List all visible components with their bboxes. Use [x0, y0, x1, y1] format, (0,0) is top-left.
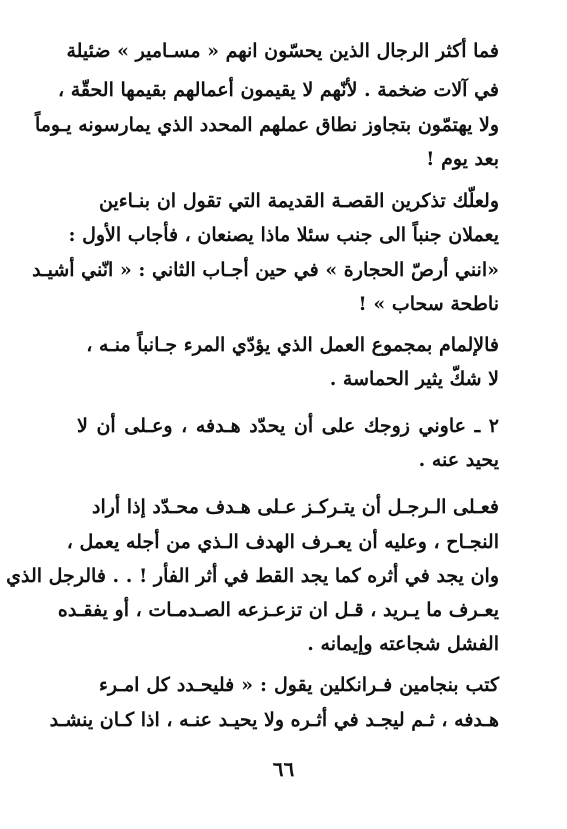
section-heading-line-1: ٢ ـ عاوني زوجك على أن يحدّد هـدفه ، وعـلى أن لا: [77, 415, 499, 437]
paragraph-5-line-4: يعـرف ما يـريد ، قـل ان تزعـزعه الصـدمـات ، أو يفقـده: [57, 599, 499, 621]
paragraph-1-line-3: ولا يهتمّون بتجاوز نطاق عملهم المحدد الذي يمارسونه يـوماً: [34, 114, 499, 136]
paragraph-2-line-3: «انني أرصّ الحجارة » في حين أجـاب الثاني : « انّني أشيـد: [32, 259, 499, 281]
paragraph-5-line-3: وان يجد في أثره كما يجد القط في أثر الفأر ! . . فالرجل الذي: [6, 565, 499, 587]
page-number: ٦٦: [272, 757, 295, 781]
paragraph-3-line-2: لا شكّ يثير الحماسة .: [329, 368, 499, 390]
paragraph-1-line-2: في آلات ضخمة . لأنّهم لا يقيمون أعمالهم بقيمها الحقّة ،: [57, 79, 499, 101]
paragraph-5-line-5: الفشل شجاعته وإيمانه .: [307, 633, 499, 655]
paragraph-1-line-4: بعد يوم !: [426, 148, 499, 170]
section-heading-line-2: يحيد عنه .: [418, 449, 499, 471]
paragraph-1-line-1: فما أكثر الرجال الذين يحسّون انهم « مسـامير » ضئيلة: [66, 40, 499, 62]
paragraph-5-line-2: النجـاح ، وعليه أن يعـرف الهدف الـذي من أجله يعمل ،: [66, 531, 499, 553]
paragraph-6-line-2: هـدفه ، ثـم ليجـد في أثـره ولا يحيـد عنـه ، اذا كـان ينشـد: [49, 709, 499, 731]
paragraph-2-line-1: ولعلّك تذكرين القصـة القديمة التي تقول ان بنـاءين: [99, 190, 499, 212]
paragraph-6-line-1: كتب بنجامين فـرانكلين يقول : « فليحـدد كل امـرء: [99, 674, 499, 696]
paragraph-3-line-1: فالإلمام بمجموع العمل الذي يؤدّي المرء جـانباً منـه ،: [86, 334, 499, 356]
paragraph-5-line-1: فعـلى الـرجـل أن يتـركـز عـلى هـدف محـدّد إذا أراد: [91, 496, 499, 518]
paragraph-2-line-2: يعملان جنباً الى جنب سئلا ماذا يصنعان ، فأجاب الأول :: [68, 224, 499, 246]
paragraph-2-line-4: ناطحة سحاب » !: [358, 293, 499, 315]
